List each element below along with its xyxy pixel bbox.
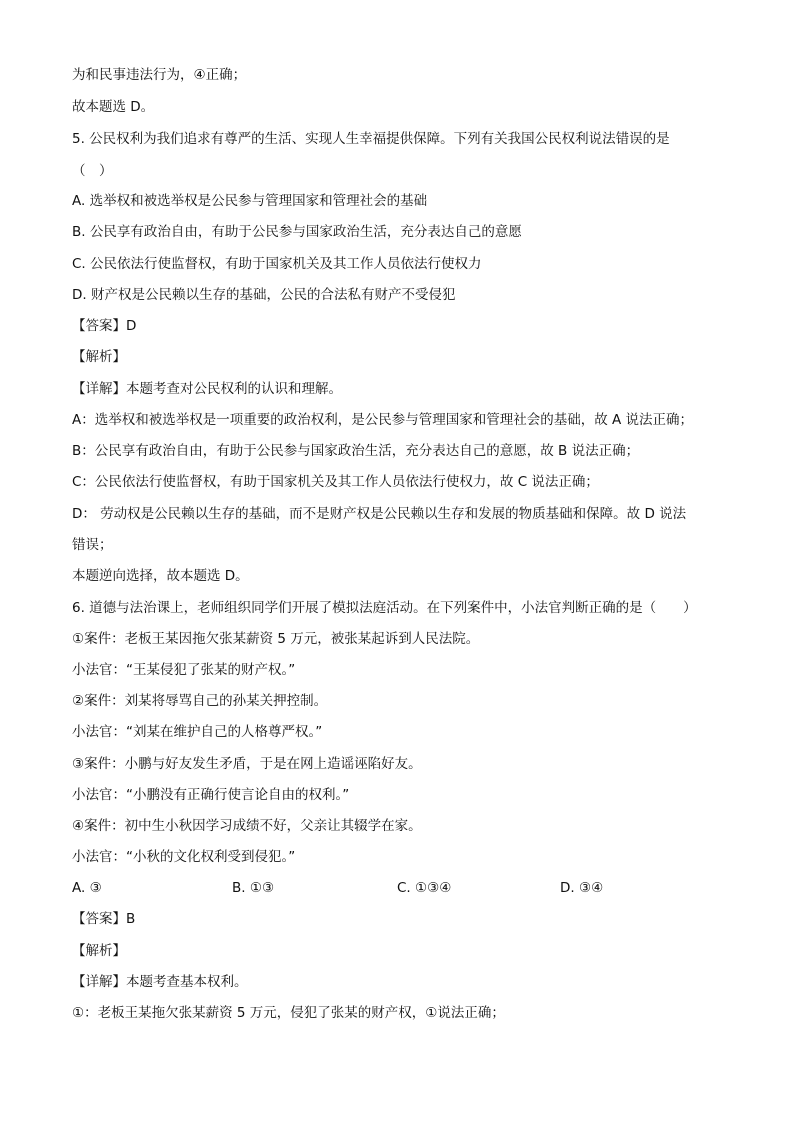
detail-text: 【详解】本题考查对公民权利的认识和理解。: [72, 381, 342, 397]
judge-text: 小法官：“小鹏没有正确行使言论自由的权利。”: [72, 787, 350, 803]
question-6-option-a: A. ③: [72, 880, 102, 896]
question-5-blank: （ ）: [72, 163, 113, 179]
detail-text: ①：老板王某拖欠张某薪资 5 万元，侵犯了张某的财产权，①说法正确；: [72, 1005, 505, 1021]
judge-text: 小法官：“刘某在维护自己的人格尊严权。”: [72, 724, 323, 740]
analysis-label: 【解析】: [72, 943, 126, 959]
detail-text: 本题逆向选择，故本题选 D。: [72, 568, 249, 584]
case-text: ③案件：小鹏与好友发生矛盾，于是在网上造谣诬陷好友。: [72, 756, 422, 772]
text-line: 为和民事违法行为，④正确；: [72, 67, 247, 83]
question-6-stem: 6. 道德与法治课上，老师组织同学们开展了模拟法庭活动。在下列案件中，小法官判断正确的是（ ）: [72, 600, 697, 616]
case-text: ①案件：老板王某因拖欠张某薪资 5 万元，被张某起诉到人民法院。: [72, 631, 480, 647]
judge-text: 小法官：“小秋的文化权利受到侵犯。”: [72, 849, 296, 865]
question-5-option-c: C. 公民依法行使监督权，有助于国家机关及其工作人员依法行使权力: [72, 256, 482, 272]
detail-text: 【详解】本题考查基本权利。: [72, 974, 248, 990]
case-text: ④案件：初中生小秋因学习成绩不好，父亲让其辍学在家。: [72, 818, 422, 834]
detail-text: D： 劳动权是公民赖以生存的基础，而不是财产权是公民赖以生存和发展的物质基础和保障。故 D 说法: [72, 506, 687, 522]
detail-text: 错误；: [72, 537, 113, 553]
question-5-option-a: A. 选举权和被选举权是公民参与管理国家和管理社会的基础: [72, 193, 428, 209]
question-6-option-c: C. ①③④: [397, 880, 452, 896]
question-5-option-d: D. 财产权是公民赖以生存的基础，公民的合法私有财产不受侵犯: [72, 287, 456, 303]
answer-label: 【答案】B: [72, 911, 136, 927]
detail-text: A：选举权和被选举权是一项重要的政治权利，是公民参与管理国家和管理社会的基础，故 A 说法正确；: [72, 412, 694, 428]
question-5-stem: 5. 公民权利为我们追求有尊严的生活、实现人生幸福提供保障。下列有关我国公民权利说法错误的是: [72, 131, 670, 147]
analysis-label: 【解析】: [72, 349, 126, 365]
detail-text: B：公民享有政治自由，有助于公民参与国家政治生活，充分表达自己的意愿，故 B 说法正确；: [72, 443, 640, 459]
answer-label: 【答案】D: [72, 318, 137, 334]
text-line: 故本题选 D。: [72, 99, 155, 115]
question-6-option-b: B. ①③: [232, 880, 275, 896]
detail-text: C：公民依法行使监督权，有助于国家机关及其工作人员依法行使权力，故 C 说法正确；: [72, 474, 599, 490]
case-text: ②案件：刘某将辱骂自己的孙某关押控制。: [72, 693, 328, 709]
question-5-option-b: B. 公民享有政治自由，有助于公民参与国家政治生活，充分表达自己的意愿: [72, 224, 522, 240]
judge-text: 小法官：“王某侵犯了张某的财产权。”: [72, 662, 296, 678]
question-6-option-d: D. ③④: [560, 880, 604, 896]
